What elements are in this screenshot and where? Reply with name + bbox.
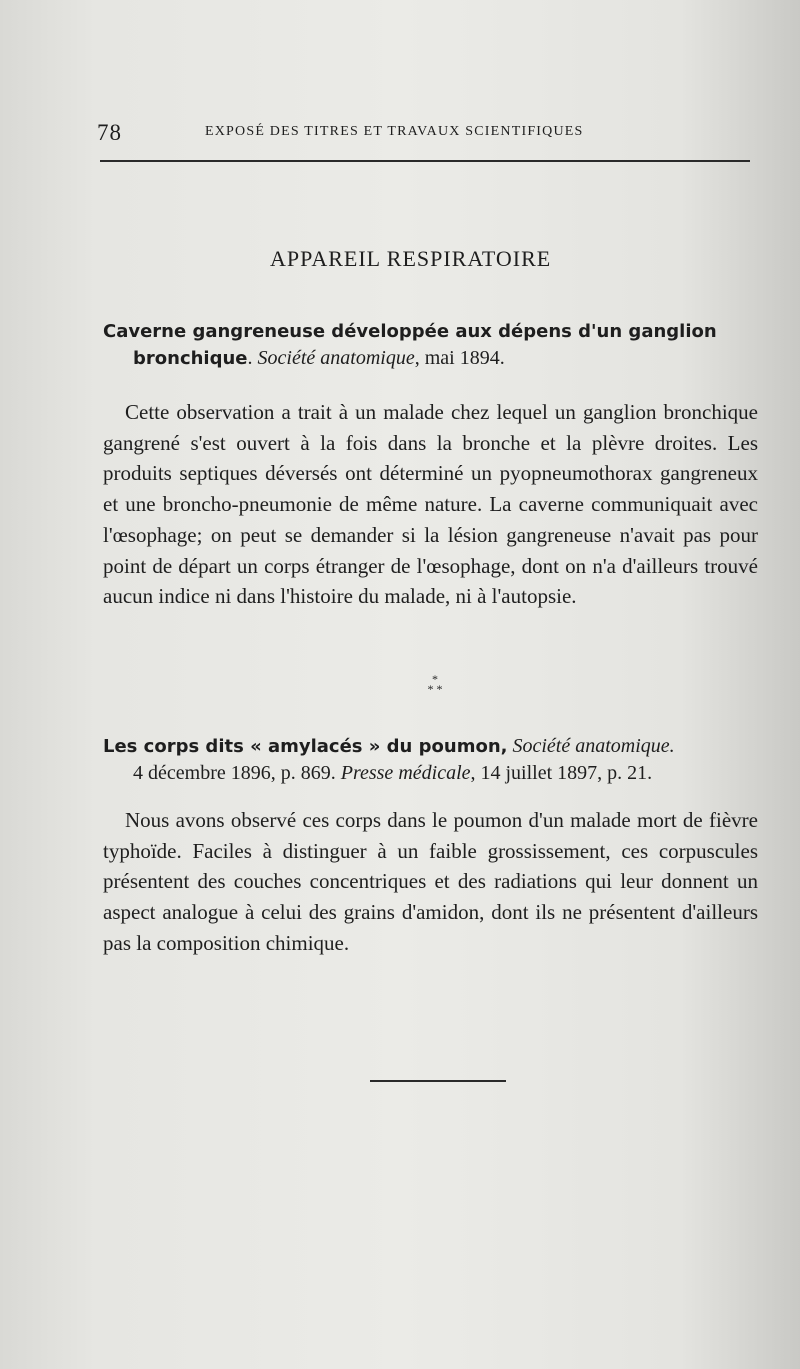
entry-1-title-cont: bronchique: [133, 348, 248, 369]
entry-2-source: Société anatomique.: [512, 735, 675, 757]
entry-2-date-2: , 14 juillet 1897, p. 21.: [470, 762, 653, 784]
entry-1-title: Caverne gangreneuse développée aux dépens d'un ganglion: [103, 321, 717, 342]
entry-1-body-text: Cette observation a trait à un malade chez lequel un ganglion bronchique gangrené s'est ouvert à la fois dans la bronche et la plèvre droites. Les produits septiques déversés ont déterminé un pyopneumothorax gangreneux et une broncho-pneumonie de même nature. La caverne communiquait avec l'œsophage; on peut se demander si la lésion gangreneuse n'avait pas pour point de départ un corps étranger de l'œsophage, dont on n'a d'ailleurs trouvé aucun indice ni dans l'histoire du malade, ni à l'autopsie.: [103, 400, 758, 609]
entry-2-heading: [103, 733, 758, 787]
entry-2-body-text: Nous avons observé ces corps dans le poumon d'un malade mort de fièvre typhoïde. Faciles à distinguer à un faible grossissement, ces corpuscules présentent des couches concentriques et des radiations qui leur donnent un aspect analogue à celui des grains d'amidon, dont ils ne présentent d'ailleurs pas la composition chimique.: [103, 808, 758, 955]
asterism: [420, 674, 450, 694]
section-title: APPAREIL RESPIRATOIRE: [270, 246, 552, 271]
asterism-bottom: * *: [427, 682, 443, 696]
entry-2-source-2: Presse médicale: [340, 762, 471, 784]
entry-1-body: [103, 397, 758, 612]
running-head: EXPOSÉ DES TITRES ET TRAVAUX SCIENTIFIQUES: [205, 124, 584, 139]
asterism-top: *: [432, 672, 438, 686]
header-rule: [100, 160, 750, 162]
entry-1-source: Société anatomique: [257, 347, 415, 369]
page-number: 78: [97, 120, 122, 145]
entry-2-date: 4 décembre 1896, p. 869.: [133, 762, 336, 784]
entry-1-title-punct: .: [247, 347, 253, 369]
entry-1-heading: [103, 318, 758, 372]
end-rule: [370, 1080, 506, 1082]
entry-1-date: , mai 1894.: [414, 347, 505, 369]
entry-2-body: [103, 805, 758, 959]
entry-2-title: Les corps dits « amylacés » du poumon,: [103, 736, 508, 757]
